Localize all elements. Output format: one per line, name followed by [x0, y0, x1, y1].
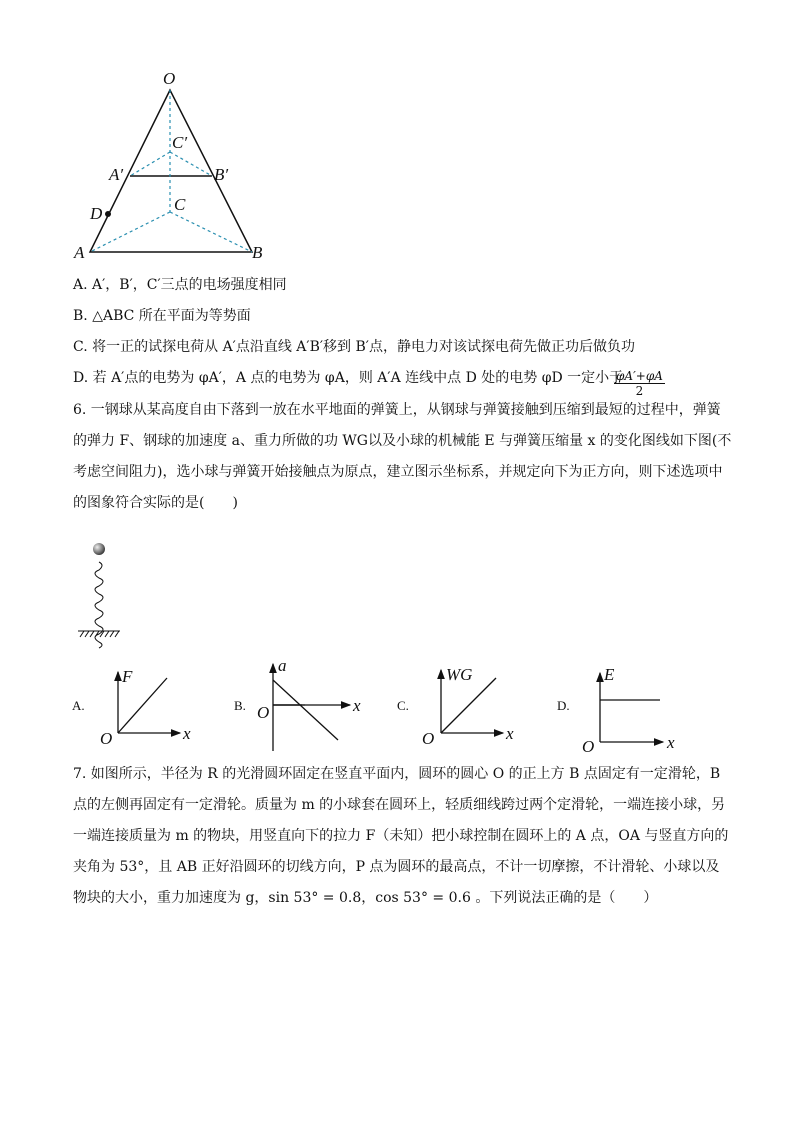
graph-A-origin: O — [100, 729, 113, 748]
q5-option-c: C. 将一正的试探电荷从 A′点沿直线 A′B′移到 B′点，静电力对该试探电荷先做正功后做负功 — [73, 339, 635, 355]
graph-A-xlabel: x — [183, 724, 191, 743]
q6-line-4: 的图象符合实际的是( ) — [73, 495, 238, 511]
q5-option-b: B. △ABC 所在平面为等势面 — [73, 308, 251, 324]
q7-line-1: 7. 如图所示，半径为 R 的光滑圆环固定在竖直平面内，圆环的圆心 O 的正上方 B 点固定有一定滑轮，B — [73, 766, 721, 782]
graph-D-xlabel: x — [667, 733, 675, 752]
graph-C-option: C. — [397, 698, 409, 713]
label-C-prime: C′ — [172, 133, 188, 152]
graph-B — [273, 664, 350, 751]
graph-C-origin: O — [422, 729, 435, 748]
q7-line-2: 点的左侧再固定有一定滑轮。质量为 m 的小球套在圆环上，轻质细线跨过两个定滑轮，一端连接小球，另 — [73, 797, 726, 813]
q5-option-d: D. 若 A′点的电势为 φA′，A 点的电势为 φA，则 A′A 连线中点 D 处的电势 φD 一定小于 — [73, 370, 624, 386]
q6-line-2: 的弹力 F、钢球的加速度 a、重力所做的功 WG以及小球的机械能 E 与弹簧压缩量 x 的变化图线如下图(不 — [73, 433, 732, 449]
graph-A-ylabel: F — [122, 667, 133, 686]
graph-C-xlabel: x — [506, 724, 514, 743]
graph-D-option: D. — [557, 698, 570, 713]
graph-B-origin: O — [257, 703, 270, 722]
graph-B-option: B. — [234, 698, 246, 713]
q5-option-a: A. A′，B′，C′三点的电场强度相同 — [73, 277, 287, 293]
label-B: B — [252, 243, 263, 262]
graph-A-option: A. — [72, 698, 85, 713]
q6-line-3: 考虑空间阻力)，选小球与弹簧开始接触点为原点，建立图示坐标系，并规定向下为正方向，则下述选项中 — [73, 464, 723, 480]
q5-fraction — [614, 369, 665, 398]
label-A-prime: A′ — [109, 165, 124, 184]
spring-ball-figure — [78, 543, 120, 648]
graph-B-xlabel: x — [353, 696, 361, 715]
fraction-numerator: φA′+φA — [616, 369, 663, 383]
graph-B-ylabel: a — [278, 656, 287, 675]
label-O: O — [163, 69, 176, 88]
graph-C-ylabel: WG — [446, 665, 473, 684]
q7-line-5: 物块的大小，重力加速度为 g，sin 53° = 0.8，cos 53° = 0.6 。下列说法正确的是（ ） — [73, 890, 658, 906]
label-C: C — [174, 195, 186, 214]
q7-line-4: 夹角为 53°，且 AB 正好沿圆环的切线方向，P 点为圆环的最高点，不计一切摩擦，不计滑轮、小球以及 — [73, 859, 720, 875]
graph-D-origin: O — [582, 737, 595, 756]
fraction-denominator: 2 — [635, 384, 644, 398]
graph-D-ylabel: E — [604, 665, 615, 684]
q6-line-1: 6. 一钢球从某高度自由下落到一放在水平地面的弹簧上，从钢球与弹簧接触到压缩到最短的过程中，弹簧 — [73, 402, 721, 418]
label-D: D — [90, 204, 103, 223]
q7-line-3: 一端连接质量为 m 的物块，用竖直向下的拉力 F（未知）把小球控制在圆环上的 A 点，OA 与竖直方向的 — [73, 828, 729, 844]
label-A: A — [74, 243, 85, 262]
label-B-prime: B′ — [214, 165, 229, 184]
